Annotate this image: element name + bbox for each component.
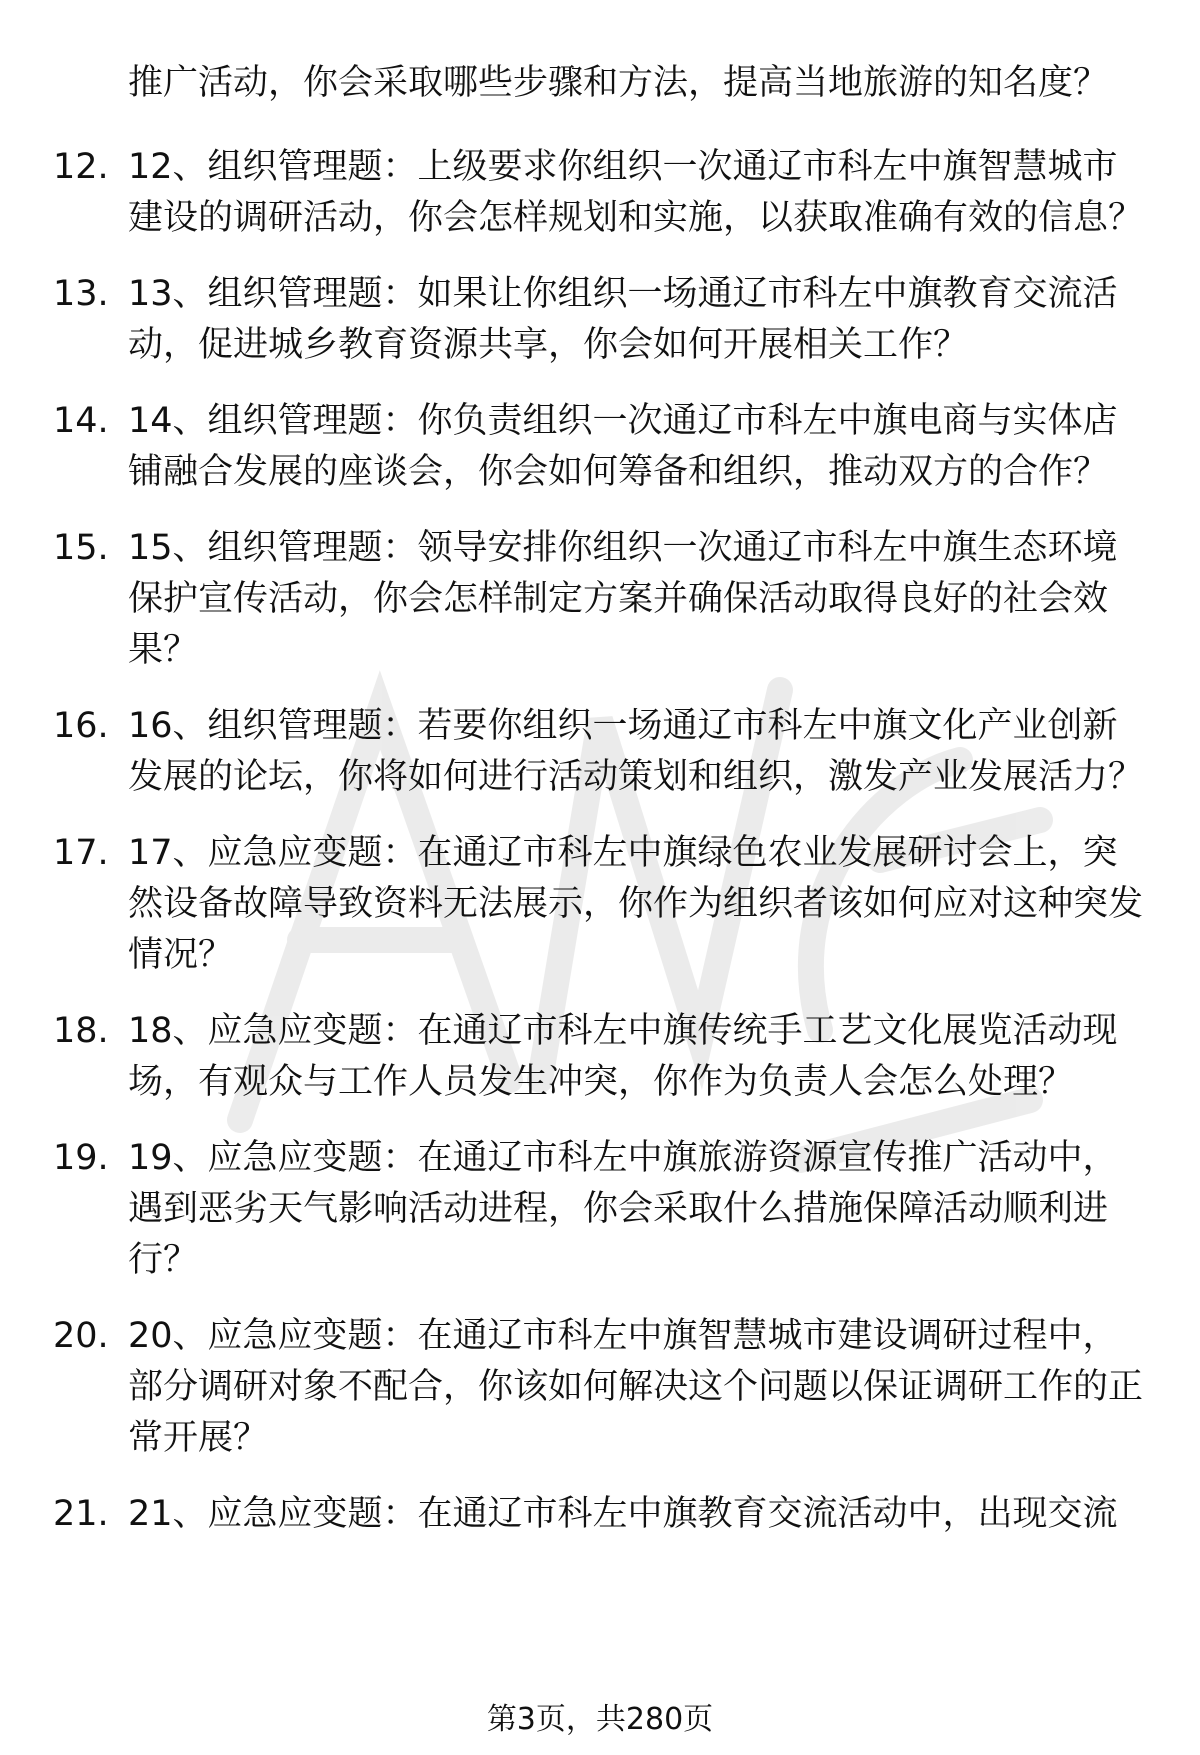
list-item: [0, 1489, 1200, 1540]
item-text: 17、应急应变题：在通辽市科左中旗绿色农业发展研讨会上，突然设备故障导致资料无法展示，你作为组织者该如何应对这种突发情况？: [128, 833, 1144, 975]
list-item: [0, 142, 1200, 244]
list-item: [0, 828, 1200, 981]
item-text: 21、应急应变题：在通辽市科左中旗教育交流活动中，出现交流: [128, 1494, 1118, 1534]
item-text: 20、应急应变题：在通辽市科左中旗智慧城市建设调研过程中，部分调研对象不配合，你该如何解决这个问题以保证调研工作的正常开展？: [128, 1316, 1144, 1458]
list-item: [0, 701, 1200, 803]
item-text: 13、组织管理题：如果让你组织一场通辽市科左中旗教育交流活动，促进城乡教育资源共享，你会如何开展相关工作？: [128, 274, 1118, 365]
list-item: [0, 1311, 1200, 1464]
item-number: 14.: [53, 401, 109, 441]
list-item: [0, 1133, 1200, 1286]
item-number: 19.: [53, 1138, 109, 1178]
item-text: 18、应急应变题：在通辽市科左中旗传统手工艺文化展览活动现场，有观众与工作人员发生冲突，你作为负责人会怎么处理？: [128, 1011, 1118, 1102]
item-number: 13.: [53, 274, 109, 314]
continuation-text: 推广活动，你会采取哪些步骤和方法，提高当地旅游的知名度？: [128, 63, 1109, 103]
item-number: 12.: [53, 147, 109, 187]
item-text: 15、组织管理题：领导安排你组织一次通辽市科左中旗生态环境保护宣传活动，你会怎样制定方案并确保活动取得良好的社会效果？: [128, 528, 1118, 670]
list-item: [0, 396, 1200, 498]
item-number: 21.: [53, 1494, 109, 1534]
list-item: [0, 1006, 1200, 1108]
item-text: 16、组织管理题：若要你组织一场通辽市科左中旗文化产业创新发展的论坛，你将如何进行活动策划和组织，激发产业发展活力？: [128, 706, 1144, 797]
item-number: 15.: [53, 528, 109, 568]
item-number: 17.: [53, 833, 109, 873]
item-text: 19、应急应变题：在通辽市科左中旗旅游资源宣传推广活动中，遇到恶劣天气影响活动进程，你会采取什么措施保障活动顺利进行？: [128, 1138, 1118, 1280]
list-item: [0, 523, 1200, 676]
item-text: 12、组织管理题：上级要求你组织一次通辽市科左中旗智慧城市建设的调研活动，你会怎样规划和实施，以获取准确有效的信息？: [128, 147, 1144, 238]
item-text: 14、组织管理题：你负责组织一次通辽市科左中旗电商与实体店铺融合发展的座谈会，你会如何筹备和组织，推动双方的合作？: [128, 401, 1118, 492]
item-number: 20.: [53, 1316, 109, 1356]
question-list: [0, 142, 1200, 1565]
list-item: [0, 269, 1200, 371]
item-number: 16.: [53, 706, 109, 746]
item-number: 18.: [53, 1011, 109, 1051]
page-footer: 第3页，共280页: [486, 1702, 714, 1737]
